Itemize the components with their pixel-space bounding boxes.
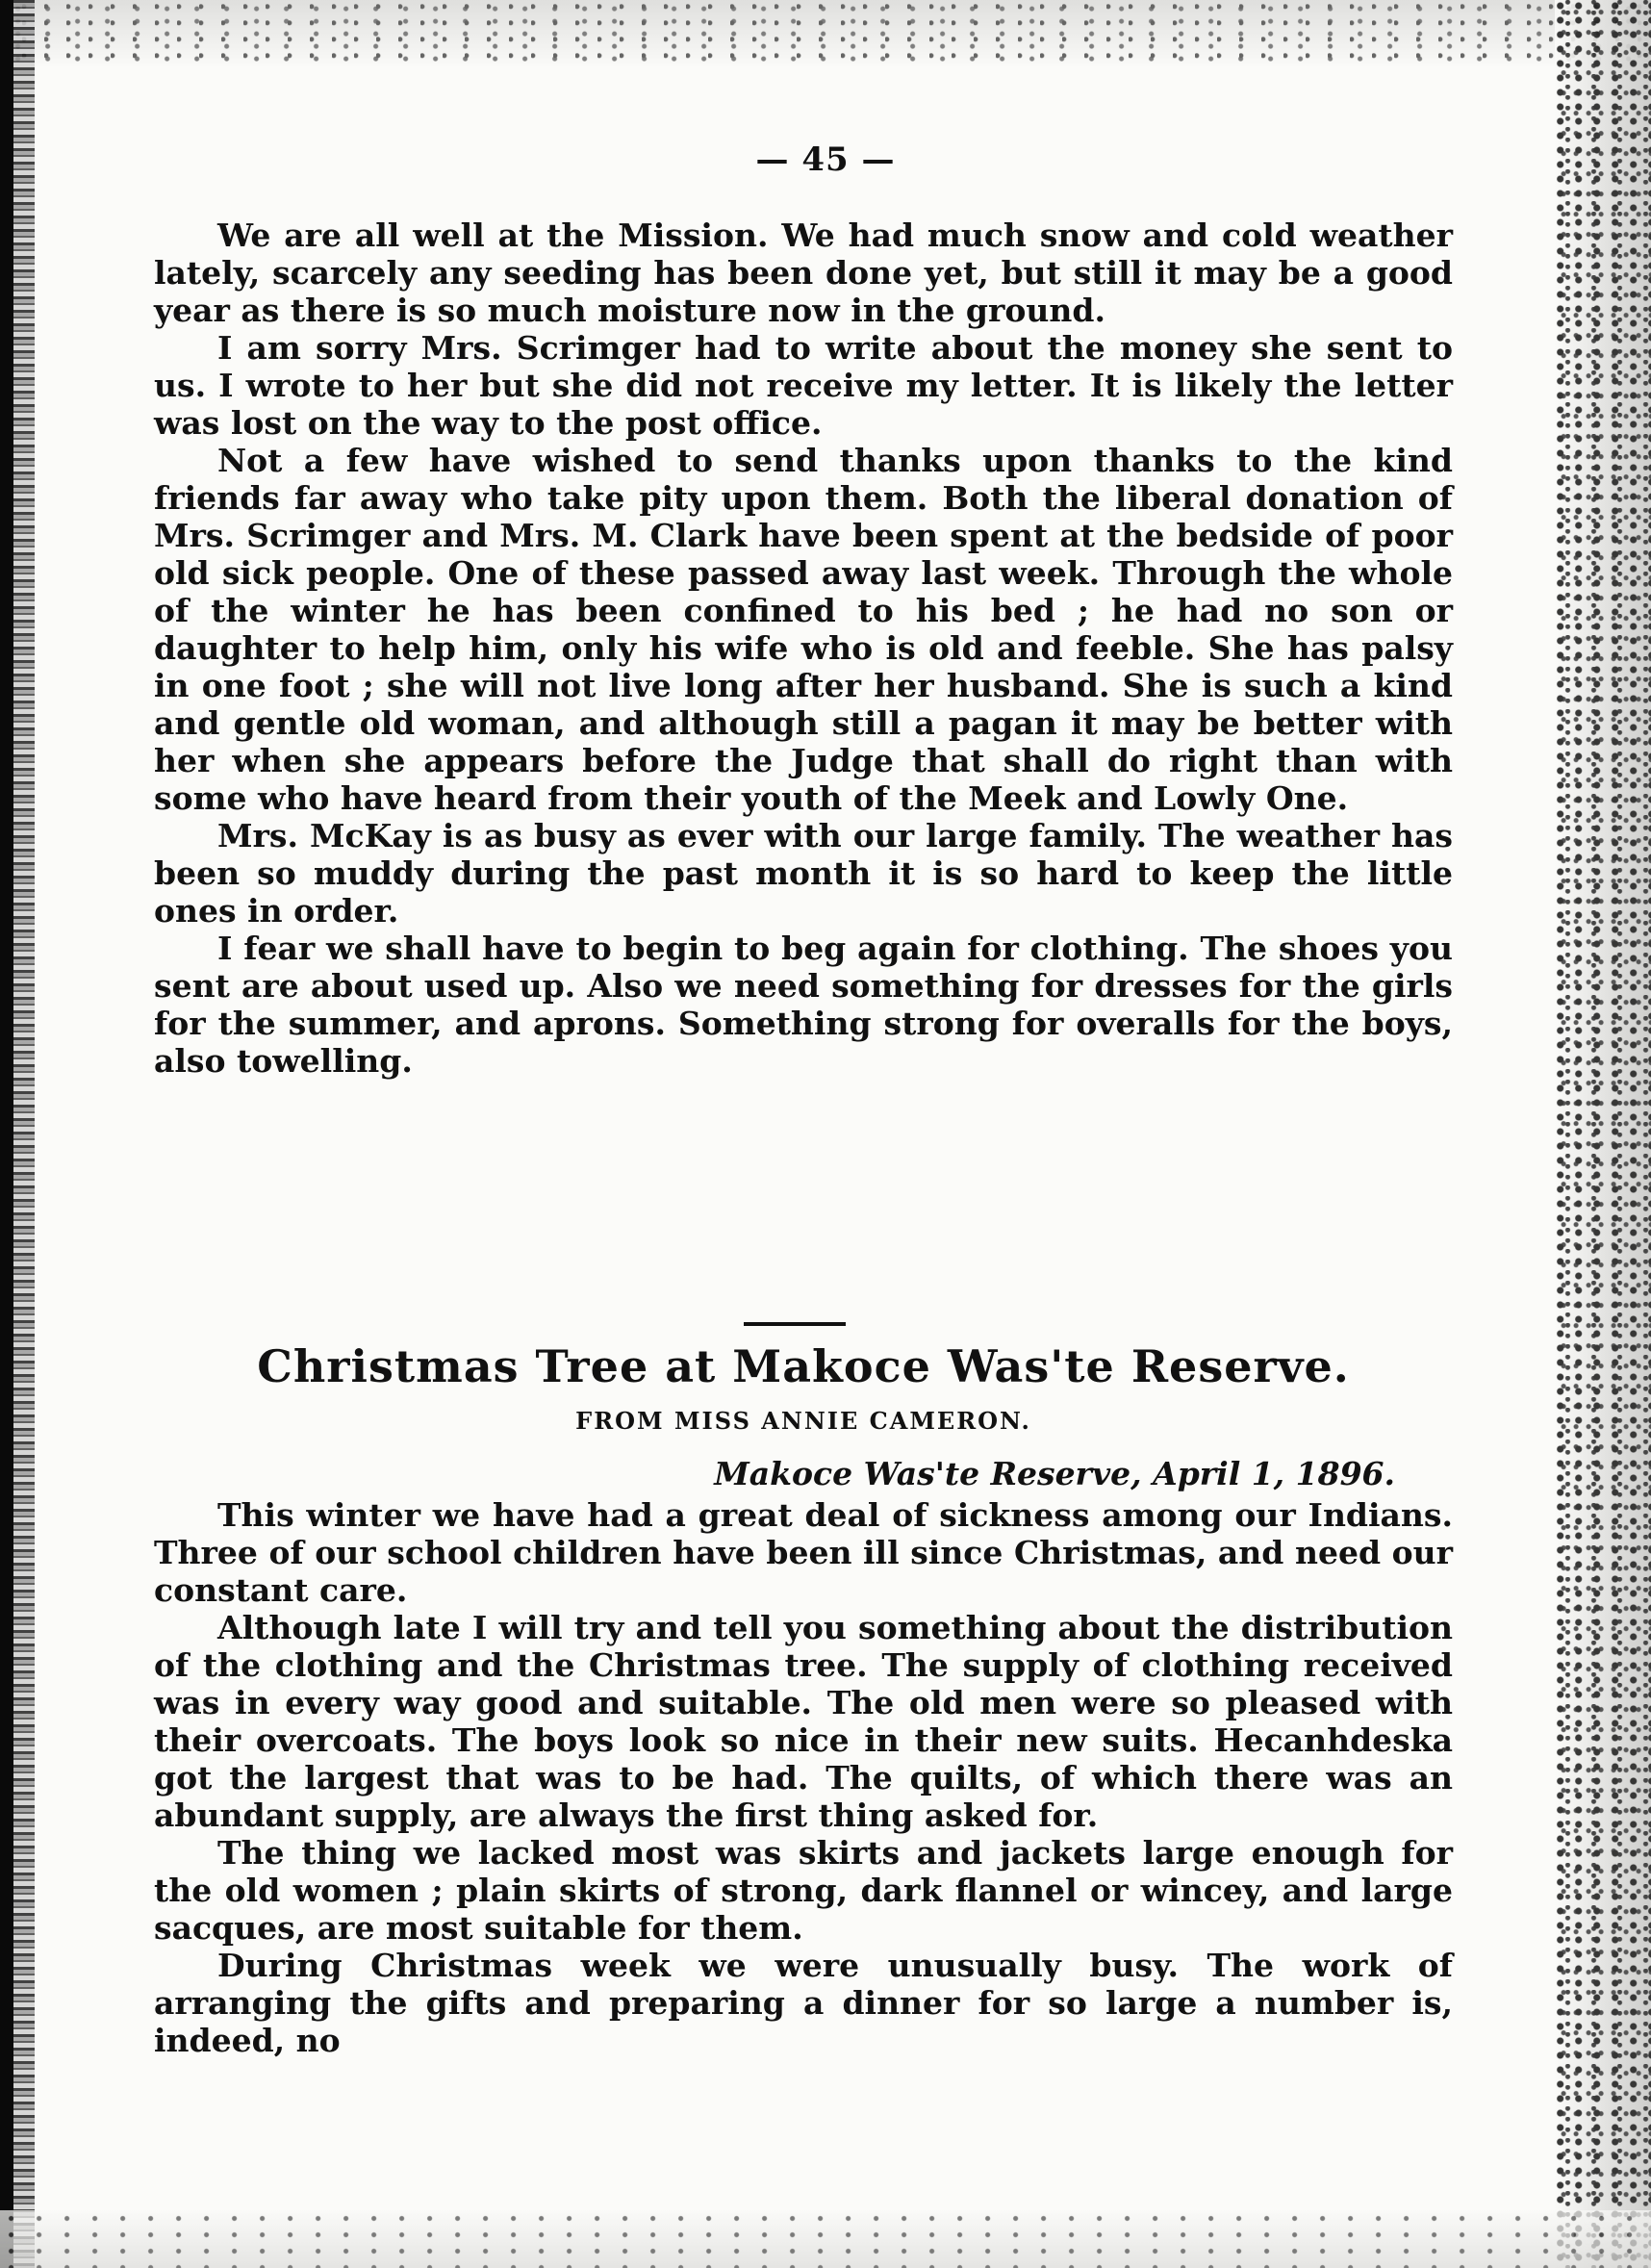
paragraph: Mrs. McKay is as busy as ever with our large family. The weather has been so muddy during the past month it is so hard to keep the little ones in order. (154, 817, 1453, 930)
section-byline: FROM MISS ANNIE CAMERON. (575, 1407, 1031, 1435)
scan-edge-right (1555, 0, 1651, 2268)
section-title: Christmas Tree at Makoce Was'te Reserve. (257, 1340, 1350, 1392)
scan-edge-bottom (0, 2210, 1651, 2268)
paragraph: Although late I will try and tell you something about the distribution of the clothing and the Christmas tree. The supply of clothing received was in every way good and suitable. The old men were so pleased with their overcoats. The boys look so nice in their new suits. Hecanhdeska got the largest that was to be had. The quilts, of which there was an abundant supply, are always the first thing asked for. (154, 1609, 1453, 1834)
paragraph: We are all well at the Mission. We had much snow and cold weather lately, scarcely any seeding has been done yet, but still it may be a good year as there is so much moisture now in the ground. (154, 217, 1453, 329)
paragraph: This winter we have had a great deal of sickness among our Indians. Three of our school children have been ill since Christmas, and need our constant care. (154, 1496, 1453, 1609)
section-dateline: Makoce Was'te Reserve, April 1, 1896. (714, 1455, 1395, 1492)
paragraph: Not a few have wished to send thanks upon thanks to the kind friends far away who take pity upon them. Both the liberal donation of Mrs. Scrimger and Mrs. M. Clark have been spent at the bedside of poor old sick people. One of these passed away last week. Through the whole of the winter he has been confined to his bed ; he had no son or daughter to help him, only his wife who is old and feeble. She has palsy in one foot ; she will not live long after her husband. She is such a kind and gentle old woman, and although still a pagan it may be better with her when she appears before the Judge that shall do right than with some who have heard from their youth of the Meek and Lowly One. (154, 442, 1453, 817)
page-number: — 45 — (755, 140, 896, 179)
letter-body (154, 217, 1453, 1080)
paragraph: The thing we lacked most was skirts and jackets large enough for the old women ; plain skirts of strong, dark flannel or wincey, and large sacques, are most suitable for them. (154, 1834, 1453, 1947)
scan-edge-top (0, 0, 1651, 67)
paragraph: I am sorry Mrs. Scrimger had to write about the money she sent to us. I wrote to her but she did not receive my letter. It is likely the letter was lost on the way to the post office. (154, 329, 1453, 442)
section-body (154, 1496, 1453, 2059)
paragraph: During Christmas week we were unusually busy. The work of arranging the gifts and preparing a dinner for so large a number is, indeed, no (154, 1947, 1453, 2059)
scan-edge-left-noise (13, 0, 35, 2268)
section-divider (744, 1322, 846, 1326)
scan-edge-left (0, 0, 13, 2268)
paragraph: I fear we shall have to begin to beg again for clothing. The shoes you sent are about used up. Also we need something for dresses for the girls for the summer, and aprons. Something strong for overalls for the boys, also towelling. (154, 930, 1453, 1080)
